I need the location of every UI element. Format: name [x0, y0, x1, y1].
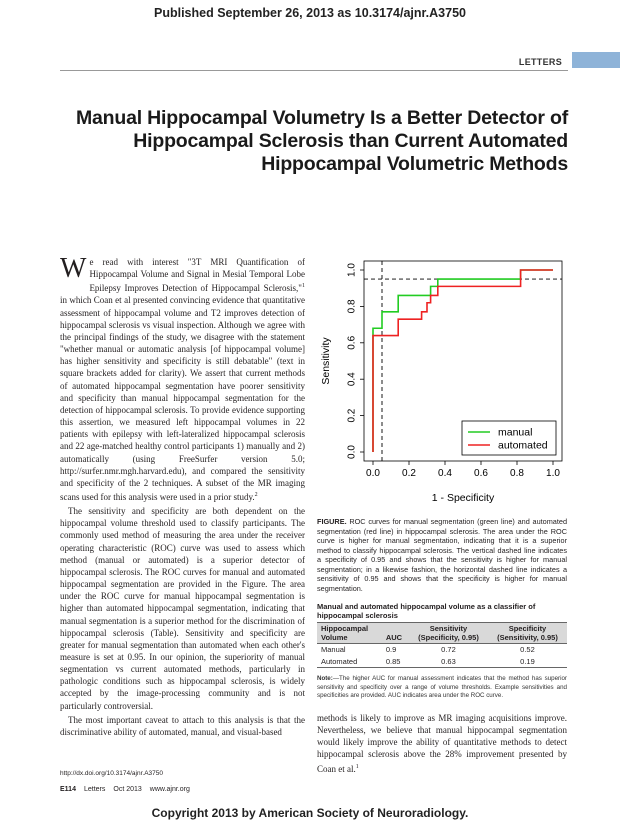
roc-chart	[312, 253, 574, 511]
reference-1[interactable]: 1	[302, 283, 305, 290]
table-title: Manual and automated hippocampal volume as a classifier of hippocampal sclerosis	[317, 602, 536, 620]
y-axis-label: Sensitivity	[320, 337, 332, 385]
table-row	[317, 644, 567, 656]
table-cell: 0.19	[488, 656, 567, 668]
paragraph-2: The sensitivity and specificity are both dependent on the hippocampal volume threshold used to classify participants. The commonly used method of measuring the area under the receiver operating characteristic (ROC) curve was used to assess which method (manual or automated) is a superior detector of hippocampal sclerosis. The ROC curves for manual and automated hippocampal segmentation are provided in the Figure. The area under the ROC curve for manual hippocampal segmentation is higher than automated hippocampal segmentation, indicating that manual segmentation is a superior method for the discrimination of hippocampal sclerosis (Table). Sensitivity and specificity are greater for manual segmentation than automated when each other's measure is set at 0.95. In our opinion, the superiority of manual segmentation vs current automated methods, particularly in pathologic conditions such as hippocampal sclerosis, is widely accepted by the image-processing community and is not particularly controversial.	[60, 506, 305, 711]
table-header-cell: AUC	[385, 633, 403, 642]
x-tick-label: 0.6	[474, 468, 488, 479]
x-tick-label: 0.4	[438, 468, 452, 479]
table-cell: Automated	[317, 656, 382, 668]
footer-url[interactable]: www.ajnr.org	[149, 786, 190, 793]
right-paragraph	[317, 712, 567, 775]
paragraph-3: The most important caveat to attach to this analysis is that the discriminative ability of automated, manual, and visual-based	[60, 714, 305, 737]
reference-1-right[interactable]: 1	[355, 763, 359, 770]
reference-2[interactable]: 2	[254, 491, 258, 498]
section-color-tab	[572, 52, 620, 68]
x-tick-label: 0.8	[510, 468, 524, 479]
table-cell: 0.72	[441, 645, 456, 654]
article-title: Manual Hippocampal Volumetry Is a Better Detector of Hippocampal Sclerosis than Current Automated Hippocampal Volumetric Methods	[75, 107, 568, 175]
x-tick-label: 1.0	[546, 468, 560, 479]
paragraph-1-tail: in which Coan et al presented convincing evidence that quantitative assessment of hippocampal volume and T2 improves detection of hippocampal sclerosis vs visual inspection. Although we agree with the principal findings of the study, we disagree with the statement "whether manual or automatic analysis [of hippocampal volume] has higher sensitivity and specificity is still debatable" (text in square brackets added for clarity). We assert that current methods of automated hippocampal segmentation have poorer sensitivity and specificity than manual hippocampal segmentation for the detection of hippocampal sclerosis. To provide evidence supporting this assertion, we measured left hippocampal volumes in 22 patients with epilepsy with left-lateralized hippocampal sclerosis and 22 age-matched healthy control participants 1) manually and 2) automatically (using FreeSurfer version 5.0; http://surfer.nmr.mgh.harvard.edu), and compared the sensitivity and specificity of the 2 techniques. A subset of the MR imaging scans used for this analysis were used in a prior study.	[60, 295, 305, 502]
table-cell: 0.85	[382, 656, 409, 668]
dropcap: W	[60, 253, 87, 284]
table-cell: 0.52	[520, 645, 535, 654]
page-number: E114	[60, 786, 76, 793]
left-column-body	[60, 253, 305, 738]
table-note	[317, 675, 567, 701]
figure-caption	[317, 517, 567, 593]
published-banner: Published September 26, 2013 as 10.3174/ajnr.A3750	[154, 6, 466, 20]
section-rule	[60, 70, 568, 71]
right-paragraph-text: methods is likely to improve as MR imaging acquisitions improve. Nevertheless, we believe that manual hippocampal segmentation would likely improve the ability of quantitative methods to detect hippocampal sclerosis above the 28% improvement presented by Coan et al.	[317, 713, 567, 774]
legend-label-automated: automated	[498, 439, 548, 452]
figure-caption-text: ROC curves for manual segmentation (green line) and automated segmentation (red line) in hippocampal sclerosis. The area under the ROC curve is higher for manual segmentation, indicating that it is a superior method to classify hippocampal sclerosis. The vertical dashed line indicates a specificity of 0.95 and shows that the sensitivity is higher for manual segmentation; in a likewise fashion, the horizontal dashed line indicates a sensitivity of 0.95 and shows that the specificity is higher for manual segmentation.	[317, 517, 567, 593]
table-header-cell: Hippocampal Volume	[321, 624, 369, 642]
right-column-body	[317, 712, 567, 775]
table-header-cell: Specificity (Sensitivity, 0.95)	[497, 624, 558, 642]
y-tick-label: 0.6	[346, 335, 358, 350]
table-cell: Manual	[321, 645, 346, 654]
table-row	[317, 656, 567, 668]
y-tick-label: 0.0	[346, 445, 358, 459]
table-note-text: —The higher AUC for manual assessment indicates that the method has superior sensitivity and specificity over a range of volume thresholds. Example sensitivities and specificities are provided. AUC indicates area under the ROC curve.	[317, 675, 567, 700]
x-tick-label: 0.0	[366, 468, 380, 479]
paragraph-1-text: e read with interest "3T MRI Quantification of Hippocampal Volume and Signal in Mesial Temporal Lobe Epilepsy Improves Detection of Hippocampal Sclerosis,"	[89, 257, 305, 294]
doi-link[interactable]: http://dx.doi.org/10.3174/ajnr.A3750	[60, 770, 163, 777]
results-table	[317, 622, 567, 668]
x-axis-label: 1 - Specificity	[431, 492, 495, 504]
y-tick-label: 1.0	[346, 263, 358, 277]
figure-caption-label: FIGURE.	[317, 517, 347, 526]
section-label: LETTERS	[518, 57, 562, 67]
x-tick-label: 0.2	[402, 468, 416, 479]
paragraph-1	[60, 253, 305, 503]
table-note-label: Note:	[317, 675, 333, 682]
footer-issue: Oct 2013	[113, 786, 142, 793]
footer-section: Letters	[83, 786, 106, 793]
table-cell: 0.9	[385, 645, 397, 654]
table-cell: 0.63	[409, 656, 488, 668]
y-tick-label: 0.4	[346, 372, 358, 387]
table-header-row	[317, 623, 567, 644]
y-tick-label: 0.2	[346, 408, 358, 423]
page-footer	[60, 786, 198, 793]
roc-figure	[312, 253, 574, 511]
legend-label-manual: manual	[498, 426, 533, 439]
copyright-banner: Copyright 2013 by American Society of Neuroradiology.	[151, 806, 469, 820]
y-tick-label: 0.8	[346, 299, 358, 314]
table-header-cell: Sensitivity (Specificity, 0.95)	[418, 624, 479, 642]
